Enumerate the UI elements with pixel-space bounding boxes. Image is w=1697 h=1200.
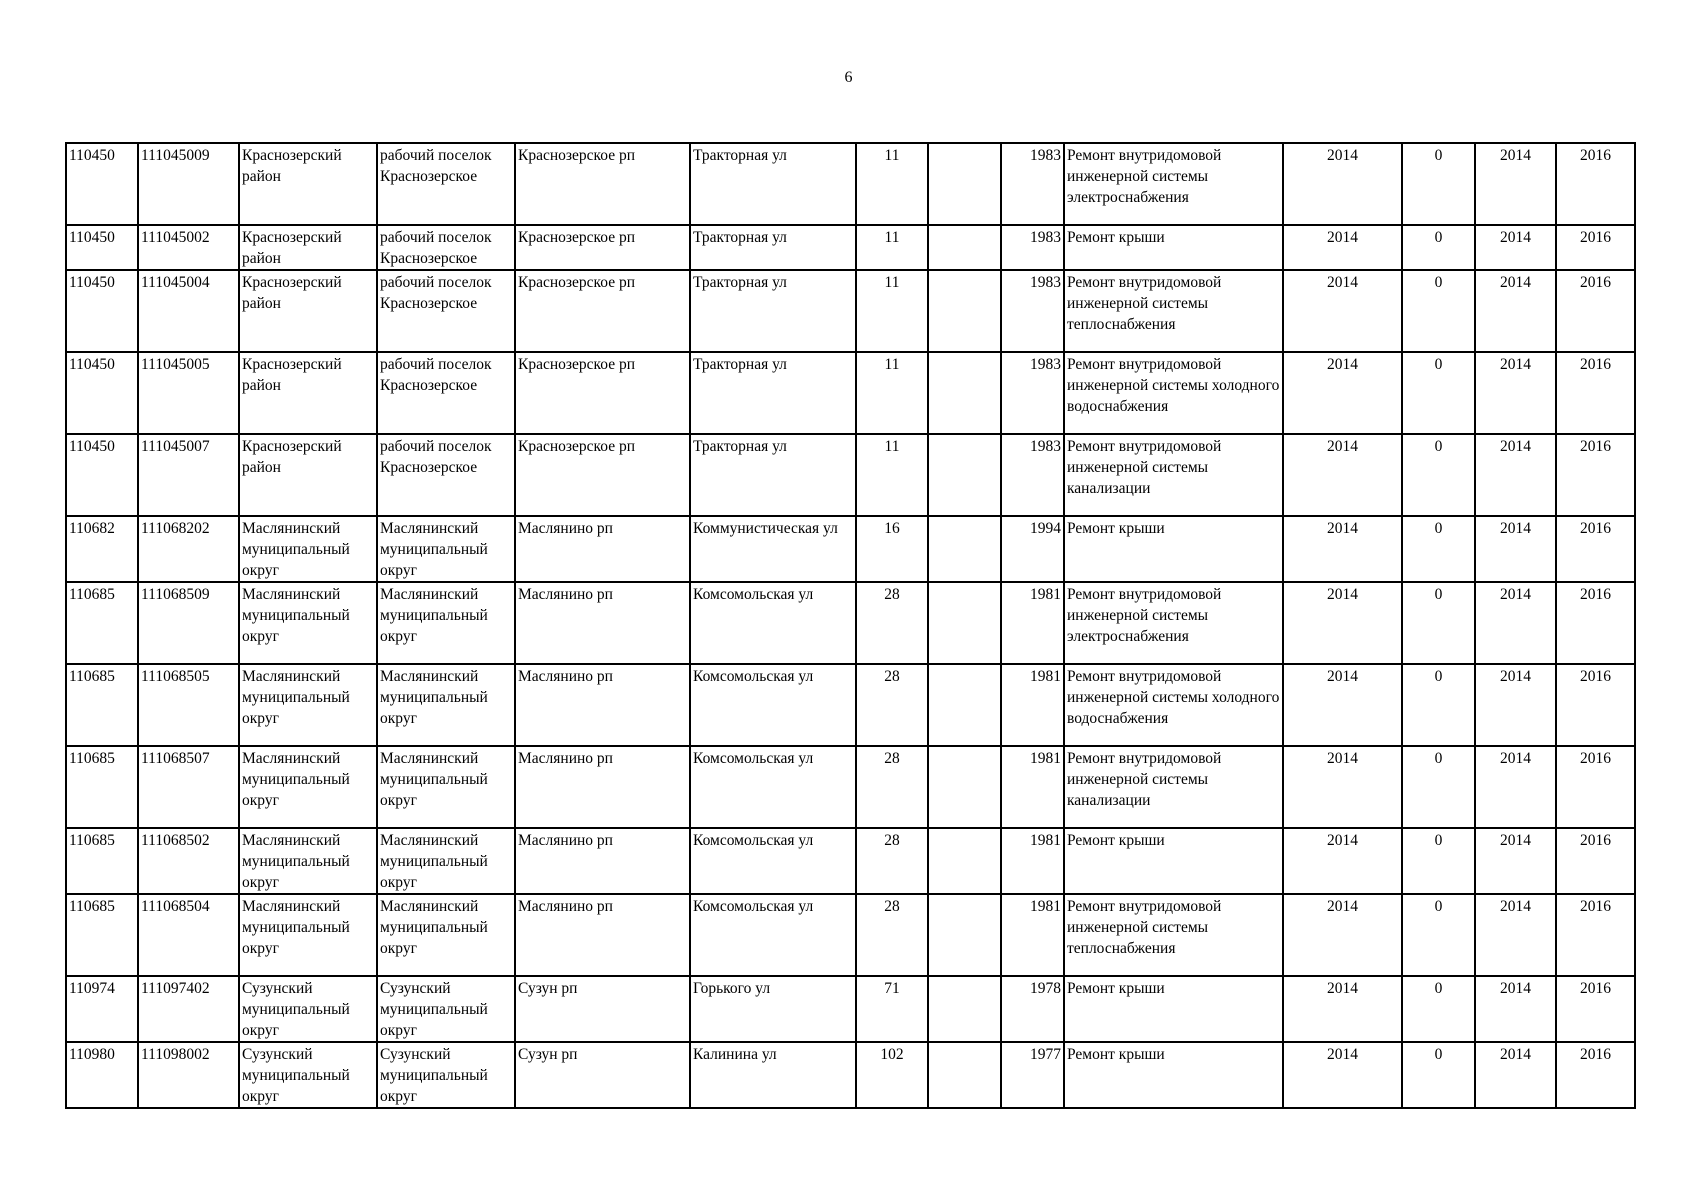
cell-district: Сузунский муниципальный округ	[239, 976, 377, 1042]
cell-locality: Краснозерское рп	[515, 225, 690, 270]
table-row	[66, 746, 1635, 828]
cell-street: Коммунистическая ул	[690, 516, 856, 582]
cell-building	[928, 664, 1001, 746]
cell-settlement: Маслянинский муниципальный округ	[377, 516, 515, 582]
cell-district: Маслянинский муниципальный округ	[239, 894, 377, 976]
cell-code: 110450	[66, 352, 138, 434]
cell-id: 111045007	[138, 434, 239, 516]
cell-locality: Краснозерское рп	[515, 270, 690, 352]
cell-end-year: 2016	[1556, 894, 1635, 976]
cell-end-year: 2016	[1556, 746, 1635, 828]
cell-end-year: 2016	[1556, 828, 1635, 894]
cell-end-year: 2016	[1556, 434, 1635, 516]
cell-work: Ремонт внутридомовой инженерной системы холодного водоснабжения	[1064, 352, 1283, 434]
cell-year-built: 1983	[1001, 352, 1064, 434]
cell-building	[928, 270, 1001, 352]
cell-work: Ремонт крыши	[1064, 1042, 1283, 1108]
cell-code: 110450	[66, 270, 138, 352]
table-row	[66, 894, 1635, 976]
cell-id: 111097402	[138, 976, 239, 1042]
cell-plan-year: 2014	[1283, 143, 1402, 225]
cell-plan-year: 2014	[1283, 976, 1402, 1042]
cell-code: 110980	[66, 1042, 138, 1108]
cell-start-year: 2014	[1475, 828, 1556, 894]
cell-house: 11	[856, 434, 928, 516]
cell-work: Ремонт крыши	[1064, 828, 1283, 894]
cell-settlement: Маслянинский муниципальный округ	[377, 894, 515, 976]
cell-house: 11	[856, 352, 928, 434]
cell-building	[928, 1042, 1001, 1108]
cell-settlement: рабочий поселок Краснозерское	[377, 270, 515, 352]
cell-street: Комсомольская ул	[690, 746, 856, 828]
cell-end-year: 2016	[1556, 1042, 1635, 1108]
cell-settlement: рабочий поселок Краснозерское	[377, 434, 515, 516]
cell-code: 110685	[66, 582, 138, 664]
page-number: 6	[844, 69, 853, 86]
cell-amount: 0	[1402, 828, 1475, 894]
cell-code: 110685	[66, 828, 138, 894]
cell-plan-year: 2014	[1283, 828, 1402, 894]
cell-start-year: 2014	[1475, 582, 1556, 664]
cell-street: Калинина ул	[690, 1042, 856, 1108]
table-row	[66, 270, 1635, 352]
cell-street: Тракторная ул	[690, 434, 856, 516]
cell-house: 28	[856, 894, 928, 976]
cell-locality: Маслянино рп	[515, 516, 690, 582]
cell-plan-year: 2014	[1283, 582, 1402, 664]
cell-building	[928, 828, 1001, 894]
cell-year-built: 1983	[1001, 143, 1064, 225]
cell-work: Ремонт внутридомовой инженерной системы электроснабжения	[1064, 582, 1283, 664]
table-row	[66, 1042, 1635, 1108]
cell-locality: Маслянино рп	[515, 582, 690, 664]
cell-code: 110450	[66, 143, 138, 225]
cell-street: Комсомольская ул	[690, 582, 856, 664]
cell-district: Маслянинский муниципальный округ	[239, 828, 377, 894]
cell-plan-year: 2014	[1283, 516, 1402, 582]
cell-district: Краснозерский район	[239, 225, 377, 270]
cell-street: Комсомольская ул	[690, 828, 856, 894]
cell-code: 110974	[66, 976, 138, 1042]
cell-building	[928, 976, 1001, 1042]
cell-district: Краснозерский район	[239, 352, 377, 434]
cell-start-year: 2014	[1475, 516, 1556, 582]
cell-end-year: 2016	[1556, 516, 1635, 582]
cell-start-year: 2014	[1475, 434, 1556, 516]
cell-work: Ремонт крыши	[1064, 225, 1283, 270]
cell-locality: Сузун рп	[515, 1042, 690, 1108]
cell-amount: 0	[1402, 582, 1475, 664]
cell-plan-year: 2014	[1283, 1042, 1402, 1108]
cell-amount: 0	[1402, 1042, 1475, 1108]
cell-district: Краснозерский район	[239, 143, 377, 225]
cell-start-year: 2014	[1475, 352, 1556, 434]
cell-settlement: Маслянинский муниципальный округ	[377, 746, 515, 828]
cell-house: 28	[856, 582, 928, 664]
cell-district: Краснозерский район	[239, 270, 377, 352]
cell-id: 111068202	[138, 516, 239, 582]
cell-locality: Сузун рп	[515, 976, 690, 1042]
cell-locality: Маслянино рп	[515, 894, 690, 976]
cell-amount: 0	[1402, 664, 1475, 746]
cell-district: Сузунский муниципальный округ	[239, 1042, 377, 1108]
cell-start-year: 2014	[1475, 746, 1556, 828]
cell-amount: 0	[1402, 516, 1475, 582]
cell-house: 11	[856, 270, 928, 352]
cell-year-built: 1978	[1001, 976, 1064, 1042]
cell-start-year: 2014	[1475, 894, 1556, 976]
table-row	[66, 828, 1635, 894]
cell-end-year: 2016	[1556, 664, 1635, 746]
cell-building	[928, 225, 1001, 270]
table-row	[66, 976, 1635, 1042]
cell-id: 111045002	[138, 225, 239, 270]
cell-street: Комсомольская ул	[690, 664, 856, 746]
table-row	[66, 143, 1635, 225]
cell-settlement: Сузунский муниципальный округ	[377, 1042, 515, 1108]
cell-building	[928, 746, 1001, 828]
capital-repair-table	[65, 142, 1636, 1109]
cell-work: Ремонт внутридомовой инженерной системы электроснабжения	[1064, 143, 1283, 225]
cell-year-built: 1981	[1001, 582, 1064, 664]
cell-year-built: 1983	[1001, 434, 1064, 516]
cell-settlement: Сузунский муниципальный округ	[377, 976, 515, 1042]
cell-code: 110450	[66, 434, 138, 516]
cell-code: 110685	[66, 894, 138, 976]
cell-id: 111045005	[138, 352, 239, 434]
cell-building	[928, 894, 1001, 976]
cell-amount: 0	[1402, 352, 1475, 434]
table-row	[66, 352, 1635, 434]
cell-street: Тракторная ул	[690, 270, 856, 352]
cell-district: Краснозерский район	[239, 434, 377, 516]
cell-start-year: 2014	[1475, 143, 1556, 225]
cell-amount: 0	[1402, 894, 1475, 976]
cell-house: 11	[856, 225, 928, 270]
cell-street: Тракторная ул	[690, 143, 856, 225]
cell-code: 110682	[66, 516, 138, 582]
cell-id: 111098002	[138, 1042, 239, 1108]
cell-start-year: 2014	[1475, 976, 1556, 1042]
cell-year-built: 1977	[1001, 1042, 1064, 1108]
cell-street: Тракторная ул	[690, 225, 856, 270]
cell-district: Маслянинский муниципальный округ	[239, 516, 377, 582]
cell-start-year: 2014	[1475, 270, 1556, 352]
cell-code: 110685	[66, 746, 138, 828]
cell-locality: Краснозерское рп	[515, 352, 690, 434]
cell-plan-year: 2014	[1283, 746, 1402, 828]
cell-start-year: 2014	[1475, 225, 1556, 270]
table-row	[66, 225, 1635, 270]
cell-work: Ремонт внутридомовой инженерной системы теплоснабжения	[1064, 894, 1283, 976]
cell-settlement: рабочий поселок Краснозерское	[377, 225, 515, 270]
cell-year-built: 1981	[1001, 664, 1064, 746]
table-row	[66, 434, 1635, 516]
cell-building	[928, 143, 1001, 225]
cell-street: Комсомольская ул	[690, 894, 856, 976]
cell-work: Ремонт внутридомовой инженерной системы канализации	[1064, 746, 1283, 828]
cell-plan-year: 2014	[1283, 894, 1402, 976]
cell-end-year: 2016	[1556, 976, 1635, 1042]
cell-settlement: рабочий поселок Краснозерское	[377, 143, 515, 225]
cell-plan-year: 2014	[1283, 352, 1402, 434]
cell-locality: Маслянино рп	[515, 828, 690, 894]
cell-start-year: 2014	[1475, 664, 1556, 746]
cell-id: 111068502	[138, 828, 239, 894]
cell-plan-year: 2014	[1283, 434, 1402, 516]
cell-end-year: 2016	[1556, 143, 1635, 225]
cell-year-built: 1983	[1001, 225, 1064, 270]
cell-amount: 0	[1402, 976, 1475, 1042]
cell-year-built: 1983	[1001, 270, 1064, 352]
cell-work: Ремонт внутридомовой инженерной системы холодного водоснабжения	[1064, 664, 1283, 746]
cell-settlement: Маслянинский муниципальный округ	[377, 582, 515, 664]
cell-year-built: 1994	[1001, 516, 1064, 582]
cell-year-built: 1981	[1001, 828, 1064, 894]
cell-end-year: 2016	[1556, 270, 1635, 352]
cell-district: Маслянинский муниципальный округ	[239, 664, 377, 746]
cell-amount: 0	[1402, 746, 1475, 828]
cell-plan-year: 2014	[1283, 270, 1402, 352]
cell-house: 102	[856, 1042, 928, 1108]
cell-district: Маслянинский муниципальный округ	[239, 582, 377, 664]
cell-settlement: Маслянинский муниципальный округ	[377, 828, 515, 894]
cell-building	[928, 434, 1001, 516]
cell-house: 71	[856, 976, 928, 1042]
cell-plan-year: 2014	[1283, 225, 1402, 270]
cell-locality: Краснозерское рп	[515, 143, 690, 225]
cell-locality: Краснозерское рп	[515, 434, 690, 516]
cell-amount: 0	[1402, 270, 1475, 352]
cell-locality: Маслянино рп	[515, 664, 690, 746]
cell-building	[928, 352, 1001, 434]
cell-id: 111068504	[138, 894, 239, 976]
table-row	[66, 582, 1635, 664]
cell-code: 110450	[66, 225, 138, 270]
cell-id: 111045004	[138, 270, 239, 352]
cell-amount: 0	[1402, 434, 1475, 516]
cell-amount: 0	[1402, 225, 1475, 270]
cell-id: 111068507	[138, 746, 239, 828]
cell-id: 111068509	[138, 582, 239, 664]
cell-building	[928, 582, 1001, 664]
cell-start-year: 2014	[1475, 1042, 1556, 1108]
cell-code: 110685	[66, 664, 138, 746]
cell-house: 28	[856, 828, 928, 894]
cell-house: 28	[856, 746, 928, 828]
cell-locality: Маслянино рп	[515, 746, 690, 828]
cell-building	[928, 516, 1001, 582]
cell-year-built: 1981	[1001, 746, 1064, 828]
cell-work: Ремонт крыши	[1064, 516, 1283, 582]
table-row	[66, 664, 1635, 746]
cell-settlement: Маслянинский муниципальный округ	[377, 664, 515, 746]
cell-end-year: 2016	[1556, 352, 1635, 434]
cell-year-built: 1981	[1001, 894, 1064, 976]
cell-end-year: 2016	[1556, 225, 1635, 270]
cell-id: 111045009	[138, 143, 239, 225]
cell-settlement: рабочий поселок Краснозерское	[377, 352, 515, 434]
cell-street: Горького ул	[690, 976, 856, 1042]
cell-house: 16	[856, 516, 928, 582]
cell-district: Маслянинский муниципальный округ	[239, 746, 377, 828]
cell-work: Ремонт внутридомовой инженерной системы канализации	[1064, 434, 1283, 516]
cell-house: 28	[856, 664, 928, 746]
cell-end-year: 2016	[1556, 582, 1635, 664]
cell-id: 111068505	[138, 664, 239, 746]
cell-plan-year: 2014	[1283, 664, 1402, 746]
cell-work: Ремонт внутридомовой инженерной системы теплоснабжения	[1064, 270, 1283, 352]
table-row	[66, 516, 1635, 582]
cell-work: Ремонт крыши	[1064, 976, 1283, 1042]
cell-amount: 0	[1402, 143, 1475, 225]
cell-street: Тракторная ул	[690, 352, 856, 434]
cell-house: 11	[856, 143, 928, 225]
